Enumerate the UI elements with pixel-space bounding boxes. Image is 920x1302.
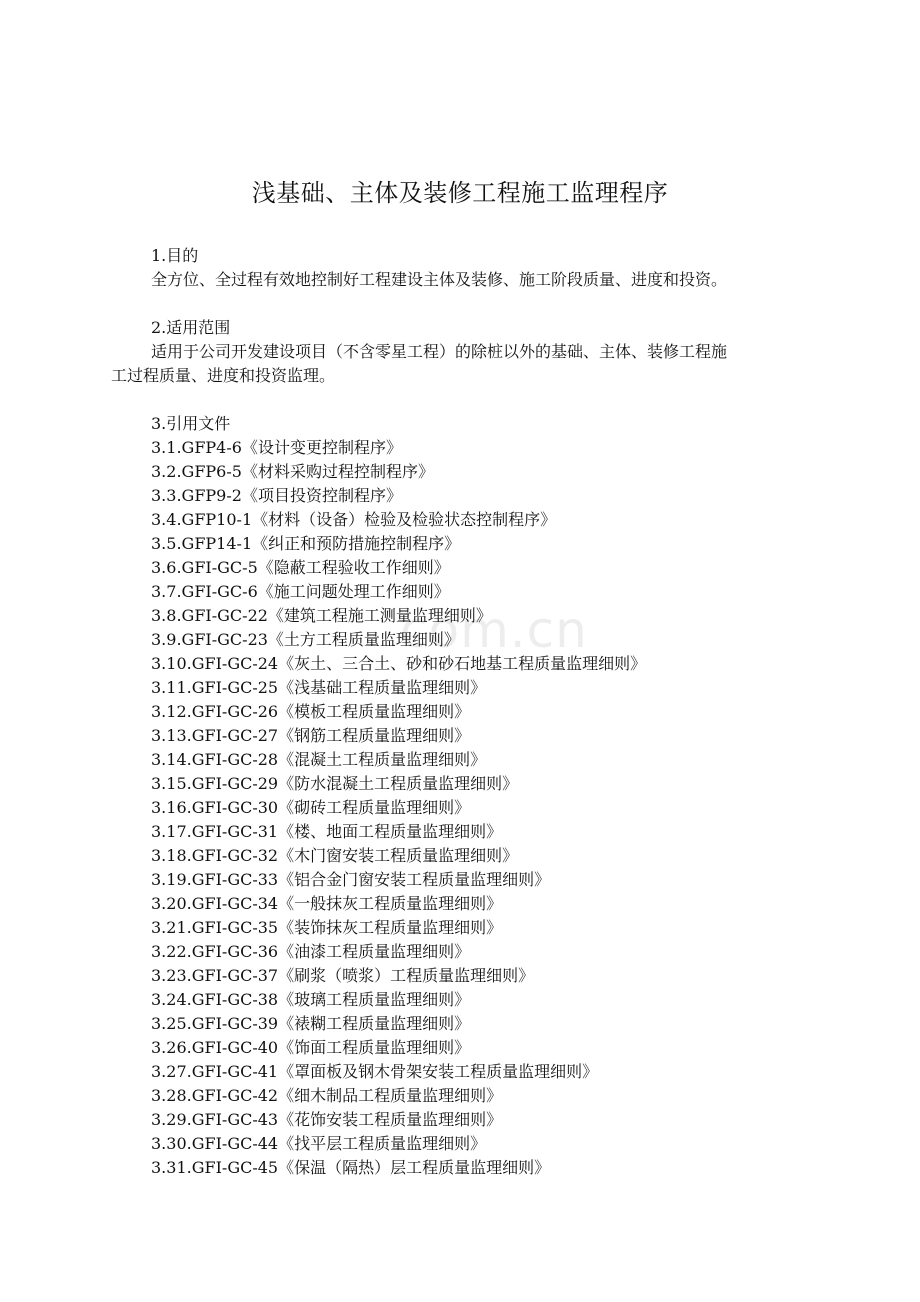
reference-item: 3.9.GFI-GC-23《土方工程质量监理细则》: [151, 630, 460, 649]
reference-item: 3.27.GFI-GC-41《罩面板及钢木骨架安装工程质量监理细则》: [151, 1062, 599, 1081]
section-heading-purpose: 1.目的: [151, 246, 199, 265]
reference-item: 3.14.GFI-GC-28《混凝土工程质量监理细则》: [151, 750, 487, 769]
reference-item: 3.31.GFI-GC-45《保温（隔热）层工程质量监理细则》: [151, 1158, 551, 1177]
reference-item: 3.1.GFP4-6《设计变更控制程序》: [151, 438, 402, 457]
reference-item: 3.3.GFP9-2《项目投资控制程序》: [151, 486, 402, 505]
section-text-scope-line1: 适用于公司开发建设项目（不含零星工程）的除桩以外的基础、主体、装修工程施: [151, 342, 728, 361]
reference-item: 3.4.GFP10-1《材料（设备）检验及检验状态控制程序》: [151, 510, 557, 529]
section-heading-references: 3.引用文件: [151, 414, 231, 433]
section-heading-scope: 2.适用范围: [151, 318, 231, 337]
reference-item: 3.28.GFI-GC-42《细木制品工程质量监理细则》: [151, 1086, 503, 1105]
reference-item: 3.16.GFI-GC-30《砌砖工程质量监理细则》: [151, 798, 471, 817]
reference-item: 3.6.GFI-GC-5《隐蔽工程验收工作细则》: [151, 558, 450, 577]
reference-item: 3.30.GFI-GC-44《找平层工程质量监理细则》: [151, 1134, 487, 1153]
section-text-scope-line2: 工过程质量、进度和投资监理。: [111, 366, 336, 385]
reference-item: 3.22.GFI-GC-36《油漆工程质量监理细则》: [151, 942, 471, 961]
reference-item: 3.25.GFI-GC-39《裱糊工程质量监理细则》: [151, 1014, 471, 1033]
reference-item: 3.13.GFI-GC-27《钢筋工程质量监理细则》: [151, 726, 471, 745]
reference-item: 3.21.GFI-GC-35《装饰抹灰工程质量监理细则》: [151, 918, 503, 937]
reference-item: 3.8.GFI-GC-22《建筑工程施工测量监理细则》: [151, 606, 492, 625]
reference-item: 3.2.GFP6-5《材料采购过程控制程序》: [151, 462, 434, 481]
reference-item: 3.7.GFI-GC-6《施工问题处理工作细则》: [151, 582, 450, 601]
reference-item: 3.12.GFI-GC-26《模板工程质量监理细则》: [151, 702, 471, 721]
reference-item: 3.20.GFI-GC-34《一般抹灰工程质量监理细则》: [151, 894, 503, 913]
reference-item: 3.29.GFI-GC-43《花饰安装工程质量监理细则》: [151, 1110, 503, 1129]
reference-item: 3.23.GFI-GC-37《刷浆（喷浆）工程质量监理细则》: [151, 966, 535, 985]
watermark: com.cn: [400, 601, 588, 659]
section-text-purpose: 全方位、全过程有效地控制好工程建设主体及装修、施工阶段质量、进度和投资。: [151, 270, 728, 289]
reference-item: 3.26.GFI-GC-40《饰面工程质量监理细则》: [151, 1038, 471, 1057]
reference-item: 3.24.GFI-GC-38《玻璃工程质量监理细则》: [151, 990, 471, 1009]
reference-item: 3.11.GFI-GC-25《浅基础工程质量监理细则》: [151, 678, 487, 697]
reference-item: 3.19.GFI-GC-33《铝合金门窗安装工程质量监理细则》: [151, 870, 551, 889]
reference-item: 3.15.GFI-GC-29《防水混凝土工程质量监理细则》: [151, 774, 519, 793]
reference-item: 3.10.GFI-GC-24《灰土、三合土、砂和砂石地基工程质量监理细则》: [151, 654, 647, 673]
reference-item: 3.5.GFP14-1《纠正和预防措施控制程序》: [151, 534, 461, 553]
document-title: 浅基础、主体及装修工程施工监理程序: [251, 179, 669, 207]
reference-item: 3.18.GFI-GC-32《木门窗安装工程质量监理细则》: [151, 846, 519, 865]
reference-item: 3.17.GFI-GC-31《楼、地面工程质量监理细则》: [151, 822, 503, 841]
